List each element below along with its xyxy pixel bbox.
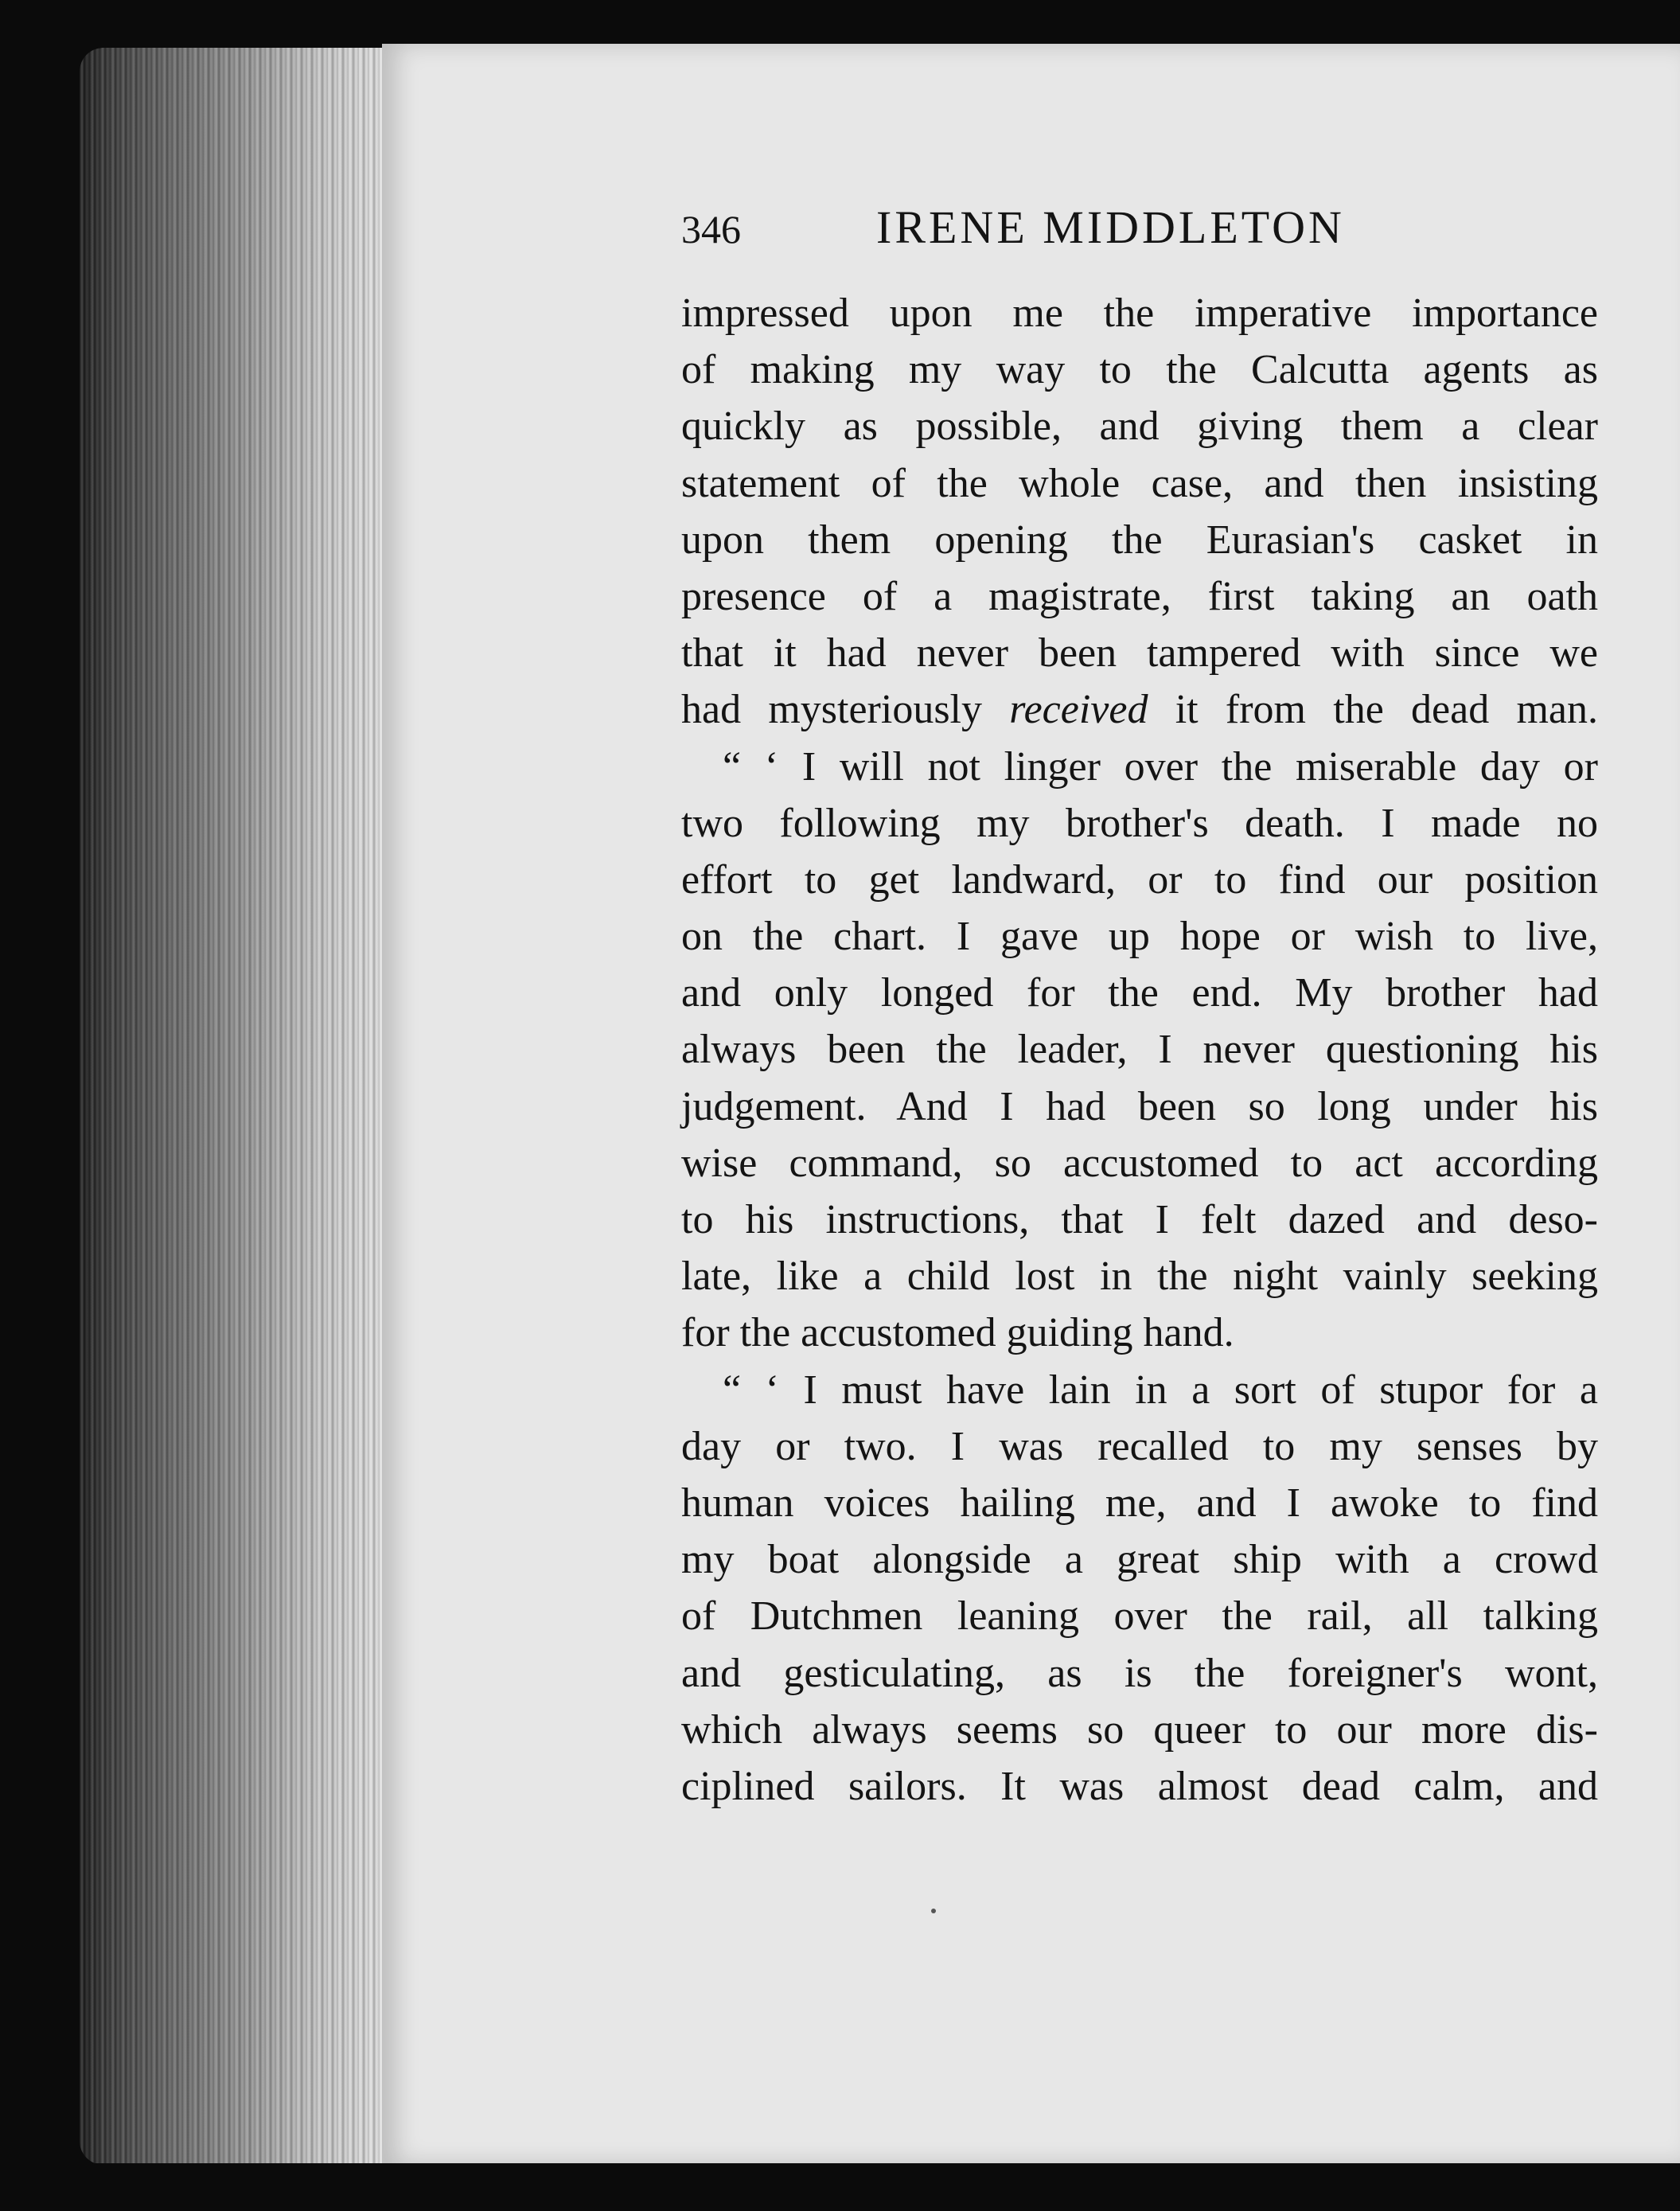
ink-speck	[931, 1909, 936, 1913]
text-line: and gesticulating, as is the foreigner's wont,	[681, 1650, 1598, 1696]
text-block	[681, 201, 1598, 1815]
paragraph-start-line: “ ‘ I will not linger over the miserable day or	[723, 743, 1598, 790]
text-line: effort to get landward, or to find our position	[681, 856, 1598, 903]
text-line: that it had never been tampered with since we	[681, 630, 1598, 677]
text-line: wise command, so accustomed to act according	[681, 1140, 1598, 1186]
book-title: IRENE MIDDLETON	[876, 201, 1345, 253]
text-line: and only longed for the end. My brother had	[681, 970, 1598, 1016]
text-line: always been the leader, I never questioning his	[681, 1027, 1598, 1073]
page-number: 346	[681, 207, 741, 252]
scan-border-bottom	[0, 2163, 1680, 2211]
text-line: two following my brother's death. I made no	[681, 800, 1598, 846]
text-line: human voices hailing me, and I awoke to find	[681, 1480, 1598, 1526]
text-line: which always seems so queer to our more dis-	[681, 1706, 1598, 1753]
text-line: of making my way to the Calcutta agents as	[681, 347, 1598, 393]
book-fore-edge	[80, 48, 390, 2165]
scan-border-top	[0, 0, 1680, 46]
text-line: day or two. I was recalled to my senses by	[681, 1423, 1598, 1469]
text-line: to his instructions, that I felt dazed and deso-	[681, 1197, 1598, 1242]
text-line: impressed upon me the imperative importance	[681, 291, 1598, 336]
text-line: quickly as possible, and giving them a clear	[681, 404, 1598, 450]
text-line: upon them opening the Eurasian's casket in	[681, 517, 1598, 563]
text-line: of Dutchmen leaning over the rail, all talking	[681, 1593, 1598, 1640]
text-segment: it from the dead man.	[1175, 687, 1599, 733]
text-line: my boat alongside a great ship with a crowd	[681, 1537, 1598, 1583]
text-line: ciplined sailors. It was almost dead calm, and	[681, 1763, 1598, 1809]
text-segment: had mysteriously	[681, 687, 983, 733]
text-line: presence of a magistrate, first taking an oath	[681, 573, 1598, 619]
text-line: on the chart. I gave up hope or wish to live,	[681, 914, 1598, 960]
italic-word: received	[1009, 687, 1148, 733]
text-line-with-italic	[681, 681, 1598, 738]
text-line: judgement. And I had been so long under his	[681, 1083, 1598, 1129]
text-line: for the accustomed guiding hand.	[681, 1310, 1234, 1356]
text-line: late, like a child lost in the night vainly seeking	[681, 1254, 1598, 1300]
text-line: statement of the whole case, and then insisting	[681, 460, 1598, 506]
paragraph-start-line: “ ‘ I must have lain in a sort of stupor for a	[723, 1367, 1598, 1413]
running-head	[681, 201, 1598, 280]
